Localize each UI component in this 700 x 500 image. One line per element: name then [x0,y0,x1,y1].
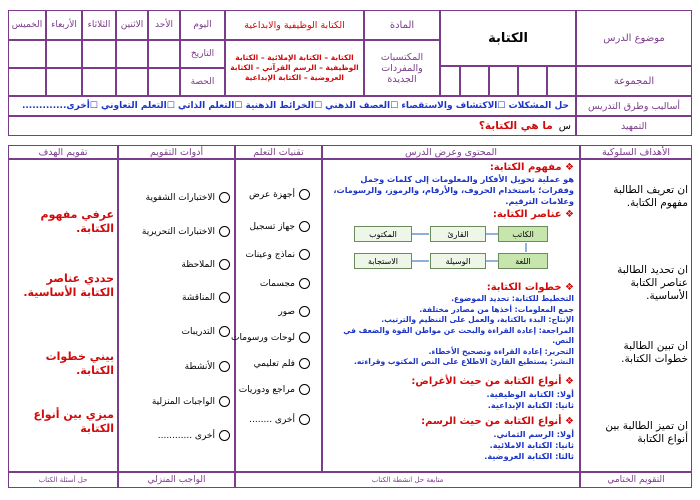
techniques-header: تقنيات التعلم [235,145,322,159]
methods-label: أساليب وطرق التدريس [576,96,692,116]
radio-circle-icon[interactable] [299,332,310,343]
radio-circle-icon[interactable] [299,414,310,425]
concept-title: ❖ مفهوم الكتابة: [489,162,574,173]
day-thursday: الخميس [8,10,46,40]
objectives-header: الأهداف السلوكية [580,145,692,159]
day-monday: الاثنين [116,10,148,40]
lesson-topic-label: موضوع الدرس [576,10,692,66]
diagram-medium: الوسيلة [430,253,486,269]
drawing-title: ❖ أنواع الكتابة من حيث الرسم: [421,416,574,427]
technique-item[interactable]: مراجع ودوريات [239,384,310,395]
final-assessment-label: التقويم الختامي [580,472,692,488]
diagram-reader: القارئ [430,226,486,242]
intro-question-row [8,116,576,136]
technique-item[interactable]: فلم تعليمي [254,358,310,369]
assessment-tool-item[interactable]: الاختبارات الشفوية [146,192,230,203]
star-icon: ❖ [561,376,574,387]
intro-question: ما هي الكتابة؟ [478,120,553,132]
assessment-tool-item[interactable]: المناقشة [182,292,230,303]
assessment-tool-item[interactable]: التدريبات [182,326,230,337]
goal-assessment-2: حددي عناصر الكتابة الأساسية. [23,272,114,299]
radio-circle-icon[interactable] [219,259,230,270]
day-label: اليوم [180,10,225,40]
day-sunday: الأحد [148,10,180,40]
drawing-item: ثانيا: الكتابة الاملائية. [489,440,574,450]
technique-item[interactable]: مجسمات [260,278,310,289]
objective-3: ان تبين الطالبة خطوات الكتابة. [621,340,688,365]
purpose-title: ❖ أنواع الكتابة من حيث الأغراض: [411,376,574,387]
radio-circle-icon[interactable] [219,396,230,407]
drawing-item: أولا: الرسم الثماني. [493,429,574,439]
intro-label: التمهيد [576,116,692,136]
writing-types-text: الكتابة – الكتابة الإملائية – الكتابة الوظيفية – الرسم القرآني – الكتابة العروضية – الكتابة الإبداعية [225,40,364,96]
radio-circle-icon[interactable] [299,384,310,395]
technique-item[interactable]: لوحات ورسومات [231,332,310,343]
goal-assessment-1: عرفي مفهوم الكتابة. [40,208,114,235]
purpose-list [374,389,574,411]
day-tuesday: الثلاثاء [82,10,116,40]
assessment-tools-header: أدوات التقويم [118,145,235,159]
steps-list [330,294,574,368]
concept-text: هو عملية تحويل الأفكار والمعلومات إلى كلمات وجمل وفقرات؛ باستخدام الحروف، والأرقام، والرموز، والرسومات، وعلامات الترقيم. [333,174,574,206]
assessment-tool-item[interactable]: الملاحظة [181,259,230,270]
methods-text: حل المشكلات ☐الاكتشاف والاستقصاء ☐العصف الذهني ☐الخرائط الذهنية ☐التعلم الذاتي ☐التعلم التعاوني ☐أخرى............. [8,96,576,116]
technique-item[interactable]: أخرى ........ [249,414,310,425]
drawing-item: ثالثا: الكتابة العروضية. [484,451,574,461]
book-questions: حل أسئلة الكتاب [8,472,118,488]
objective-4: ان تميز الطالبة بين أنواع الكتابة [605,420,688,445]
radio-circle-icon[interactable] [219,192,230,203]
diagram-response: الاستجابة [354,253,412,269]
assessment-tools-column [118,159,235,472]
goal-assessment-4: ميزي بين أنواع الكتابة [33,408,114,435]
radio-circle-icon[interactable] [299,249,310,260]
diagram-writer: الكاتب [498,226,548,242]
purpose-item: أولا: الكتابة الوظيفية. [486,389,574,399]
activity-followup: متابعة حل انشطة الكتاب [235,472,580,488]
radio-circle-icon[interactable] [299,221,310,232]
content-header: المحتوى وعرض الدرس [322,145,580,159]
subject-label: المادة [364,10,440,40]
assessment-tool-item[interactable]: الأنشطة [185,361,230,372]
radio-circle-icon[interactable] [219,326,230,337]
date-label: التاريخ [180,40,225,68]
intro-question-prefix: س [558,120,571,132]
diagram-language: اللغة [498,253,548,269]
diagram-written: المكتوب [354,226,412,242]
radio-circle-icon[interactable] [219,361,230,372]
lesson-topic-value: الكتابة [440,10,576,66]
step-item: التحرير: إعادة القراءة وتصحيح الأخطاء. [428,346,574,356]
technique-item[interactable]: أجهزة عرض [249,189,310,200]
radio-circle-icon[interactable] [219,430,230,441]
elements-title: ❖ عناصر الكتابة: [492,209,574,220]
radio-circle-icon[interactable] [299,189,310,200]
drawing-list [374,429,574,462]
objective-2: ان تحديد الطالبة عناصر الكتابة الأساسية. [617,264,688,302]
group-label: المجموعة [576,66,692,96]
functional-creative-title: الكتابة الوظيفية والابداعية [225,10,364,40]
step-item: الإنتاج: البدء بالكتابة، والعمل على التنظيم والترتيب. [381,315,574,324]
star-icon: ❖ [561,209,574,220]
step-item: جمع المعلومات: أخذها من مصادر مختلفة. [419,304,574,314]
step-item: التخطيط للكتابة: تحديد الموضوع. [451,294,574,303]
technique-item[interactable]: صور [278,306,310,317]
assessment-tool-item[interactable]: أخرى ............ [158,430,230,441]
star-icon: ❖ [561,416,574,427]
radio-circle-icon[interactable] [219,226,230,237]
assessment-tool-item[interactable]: الاختبارات التحريرية [142,226,230,237]
goal-assessment-3: بيني خطوات الكتابة. [45,350,114,377]
step-item: النشر: يستطيع القارئ الاطلاع على النص المكتوب وقراءته. [354,357,574,366]
technique-item[interactable]: نماذج وعينات [246,249,311,260]
step-item: المراجعة: إعادة القراءة والبحث عن مواطن القوة والضعف في النص. [343,325,574,345]
radio-circle-icon[interactable] [219,292,230,303]
objective-1: ان تعريف الطالبة مفهوم الكتابة. [613,184,688,209]
homework-label: الواجب المنزلي [118,472,235,488]
assessment-tool-item[interactable]: الواجبات المنزلية [152,396,230,407]
steps-title: ❖ خطوات الكتابة: [486,282,574,293]
day-wednesday: الأربعاء [46,10,82,40]
star-icon: ❖ [561,282,574,293]
radio-circle-icon[interactable] [299,278,310,289]
goal-assessment-header: تقويم الهدف [8,145,118,159]
purpose-item: ثانيا: الكتابة الإبداعية. [487,400,574,410]
technique-item[interactable]: جهاز تسجيل [249,221,310,232]
radio-circle-icon[interactable] [299,358,310,369]
star-icon: ❖ [561,162,574,173]
acquired-label: المكتسبات والمفردات الجديدة [364,40,440,96]
period-label: الحصة [180,68,225,96]
radio-circle-icon[interactable] [299,306,310,317]
